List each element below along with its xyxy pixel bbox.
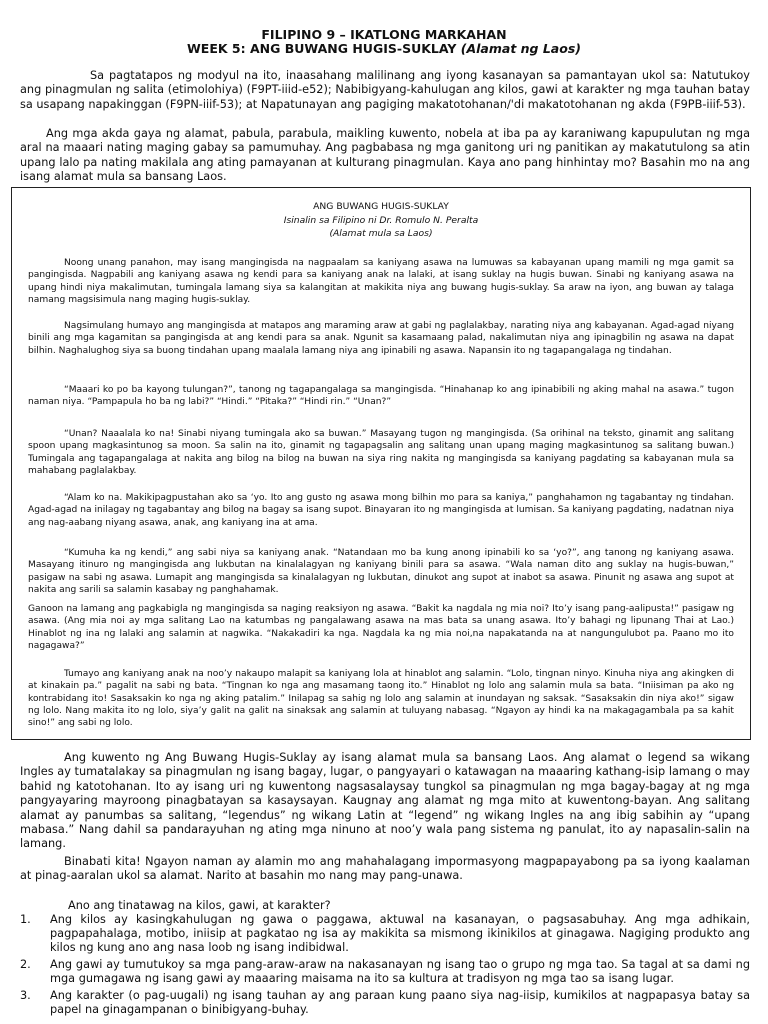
question-heading: Ano ang tinatawag na kilos, gawi, at karakter? [68,899,331,912]
week-title-main: WEEK 5: ANG BUWANG HUGIS-SUKLAY [187,41,461,56]
story-title: ANG BUWANG HUGIS-SUKLAY [313,201,449,212]
story-paragraph: “Kumuha ka ng kendi,” ang sabi niya sa kaniyang anak. “Natandaan mo ba kung anong ipinabili ko sa ‘yo?”, ang tanong ng kaniyang asawa. Masayang itinuro ng mangingisda ang lukbutan na kinalalagyan ng kaniyang binili para sa asawa. “Wala naman dito ang suklay na hugis-buwan,” pasigaw na sabi ng asawa. Lumapit ang mangingisda sa kinalalagyan ng lukbutan, dinukot ang supot at inabot sa asawa. Pinunit ng asawa ang supot at nakita ang sarili sa salamin kasabay ng panghahamak. [28,548,734,595]
story-translator: Isinalin sa Filipino ni Dr. Romulo N. Peralta [283,215,479,226]
objectives-paragraph: Sa pagtatapos ng modyul na ito, inaasahang malilinang ang iyong kasanayan sa pamantayan ukol sa: Natutukoy ang pinagmulan ng salita (etimolohiya) (F9PT-iiid-e52); Nabibigyang-kahulugan ang kilos, gawi at karakter ng mga tauhan batay sa usapang napakinggan (F9PN-iiif-53); at Napatunayan ang pagiging makatotohanan/'di makatotohanan ng akda (F9PB-iiif-53). [20,69,750,111]
story-paragraph: “Alam ko na. Makikipagpustahan ako sa ‘yo. Ito ang gusto ng asawa mong bilhin mo para sa kaniya,” panghahamon ng tagabantay ng tindahan. Agad-agad na inilagay ng tagabantay ang bilog na bagay sa isang supot. Binayaran ito ng mangingisda at lumisan. Sa kaniyang pagdating, nadatnan niya ang nag-aabang niyang asawa, anak, ang kaniyang ina at ama. [28,493,734,528]
list-item-text: Ang kilos ay kasingkahulugan ng gawa o paggawa, aktuwal na kasanayan, o pagsasabuhay. Ang mga adhikain, pagpapahalaga, motibo, iniisip at pagkatao ng isa ay makikita sa mismong ikinikilos at ginagawa. Nagiging produkto ang kilos ng kung ano ang nasa loob ng isang indibidwal. [50,913,750,954]
legend-paragraph: Ang kuwento ng Ang Buwang Hugis-Suklay ay isang alamat mula sa bansang Laos. Ang alamat o legend sa wikang Ingles ay tumatalakay sa pinagmulan ng isang bagay, lugar, o pangyayari o katawagan na maaaring kathang-isip lamang o may bahid ng katotohanan. Ito ay isang uri ng kuwentong nagsasalaysay tungkol sa pinagmulan ng mga bagay-bagay at ng mga pangyayaring mayroong pinagbatayan sa kasaysayan. Kaugnay ang alamat ng mga mito at kuwentong-bayan. Ang salitang alamat ay panumbas sa salitang, “legendus” ng wikang Latin at “legend” ng wikang Ingles na ang ibig sabihin ay “upang mabasa.” Nang dahil sa pandarayuhan ng ating mga ninuno at noo’y wala pang sistema ng panulat, ito ay napasalin-salin na lamang. [20,751,750,851]
story-paragraph: Tumayo ang kaniyang anak na noo’y nakaupo malapit sa kaniyang lola at hinablot ang salamin. “Lolo, tingnan ninyo. Kinuha niya ang akingken di at kinakain pa.” pagalit na sabi ng bata. “Tingnan ko nga ang masamang taong ito.” Hinablot ng lolo ang salamin mula sa bata. “Iniisiman pa ako ng kontrabidang ito! Sasaksakin ko nga ng aking patalim.” Inilapag sa sahig ng lolo ang salamin at inundayan ng saksak. “Sasaksakin din niya ako!” sigaw ng lolo. Nang makita ito ng lolo, siya’y galit na galit na sinaksak ang salamin at tuluyang nabasag. “Ngayon ay hindi ka na makagagambala pa sa kahit sino!” ang sabi ng lolo. [28,669,734,729]
story-origin: (Alamat mula sa Laos) [329,228,433,239]
story-paragraph: “Maaari ko po ba kayong tulungan?”, tanong ng tagapangalaga sa mangingisda. “Hinahanap ko ang ipinabibili ng aking mahal na asawa.” tugon naman niya. “Pampapula ho ba ng labi?” “Hindi.” “Pitaka?” “Hindi rin.” “Unan?” [28,385,734,408]
story-paragraph: Nagsimulang humayo ang mangingisda at matapos ang maraming araw at gabi ng paglalakbay, narating niya ang kabayanan. Agad-agad niyang binili ang mga kagamitan sa pangingisda at ang kendi para sa anak. Ngunit sa kasamaang palad, nakalimutan niya ang ipinagbilin ng asawa na dapat bilhin. Naghalughog siya sa buong tindahan upang maalala lamang niya ang ipinabili ng asawa. Napansin ito ng tagapangalaga ng tindahan. [28,321,734,356]
list-item-number: 2. [20,958,31,971]
story-paragraph: Noong unang panahon, may isang mangingisda na nagpaalam sa kaniyang asawa na lumuwas sa kabayanan upang mamili ng mga gamit sa pangingisda. Nagpabili ang kaniyang asawa ng kendi para sa kaniyang anak na lalaki, at isang suklay na hugis buwan. Sinabi ng kaniyang asawa na upang hindi niya makalimutan, tumingala lamang siya sa kalangitan at makikita niya ang buwang hugis-suklay. Sa araw na iyon, ang buwan ay talaga namang magsisimula nang maging hugis-suklay. [28,258,734,305]
story-paragraph: Ganoon na lamang ang pagkabigla ng mangingisda sa naging reaksiyon ng asawa. “Bakit ka nagdala ng mia noi? Ito’y isang pang-aalipusta!” pasigaw ng asawa. (Ang mia noi ay mga salitang Lao na katumbas ng pangalawang asawa na mas bata sa unang asawa. Ito’y bahagi ng lipunang Thai at Lao.) Hinablot ng ina ng lalaki ang salamin at nagwika. “Nakakadiri ka nga. Nagdala ka ng mia noi,na napakatanda na at nangungulubot pa. Paano mo ito nagagawa?” [28,604,734,651]
list-item-number: 1. [20,913,31,926]
motivation-paragraph: Ang mga akda gaya ng alamat, pabula, parabula, maikling kuwento, nobela at iba pa ay karaniwang kapupulutan ng mga aral na maaari nating maging gabay sa pamumuhay. Ang pagbabasa ng mga ganitong uri ng panitikan ay makatutulong sa atin upang lalo pa nating makilala ang ating pamayanan at kulturang pinagmulan. Kaya ano pang hinhintay mo? Basahin mo na ang isang alamat mula sa bansang Laos. [20,127,750,184]
story-box [11,187,751,740]
document-title: FILIPINO 9 – IKATLONG MARKAHAN [261,27,507,42]
list-item-text: Ang gawi ay tumutukoy sa mga pang-araw-araw na nakasanayan ng isang tao o grupo ng mga tao. Sa tagal at sa dami ng mga gumagawa ng isang gawi ay maaaring maisama na ito sa kultura at tradisyon ng mga tao sa isang lugar. [50,958,750,985]
list-item-number: 3. [20,989,31,1002]
week-title [0,41,768,57]
list-item-text: Ang karakter (o pag-uugali) ng isang tauhan ay ang paraan kung paano siya nag-iisip, kumikilos at nagpapasya batay sa papel na ginagampanan o binibigyang-buhay. [50,989,750,1016]
congrats-paragraph: Binabati kita! Ngayon naman ay alamin mo ang mahahalagang impormasyong magpapayabong pa sa iyong kaalaman at pinag-aaralan ukol sa alamat. Narito at basahin mo nang may pang-unawa. [20,855,750,883]
story-paragraph: “Unan? Naaalala ko na! Sinabi niyang tumingala ako sa buwan.” Masayang tugon ng mangingisda. (Sa orihinal na teksto, ginamit ang salitang spoon upang magkasintunog sa moon. Sa salin na ito, ginamit ng tagapagsalin ang salitang unan upang maging magkasintunog sa salitang buwan.) Tumingala ang tagapangalaga at nakita ang bilog na bilog na buwan na siya ring nakita ng mangingisda sa kaniyang pagdating sa kabayanan mula sa mahabang paglalakbay. [28,429,734,476]
week-title-subtitle: (Alamat ng Laos) [460,41,581,56]
